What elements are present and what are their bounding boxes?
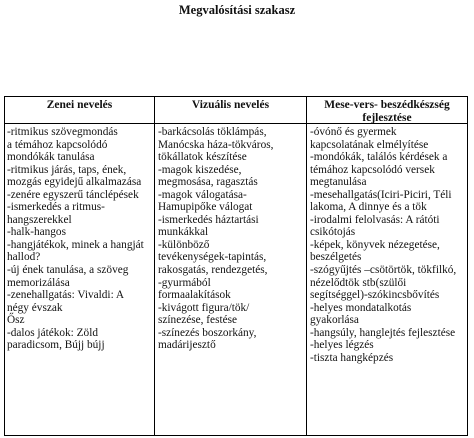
cell-line: -halk-hangos xyxy=(7,226,66,239)
cell-line: nézelődtök stb(szülői xyxy=(310,276,407,289)
page-title: Megvalósítási szakasz xyxy=(178,3,296,17)
cell-line: segítséggel)-szókincsbővítés xyxy=(310,289,440,302)
cell-line: -irodalmi felolvasás: A rátóti xyxy=(310,213,440,226)
cell-line: tökállatok készítése xyxy=(158,151,247,164)
cell-line: tevékenységek-tapintás, xyxy=(158,251,267,264)
cell-line: -kivágott figura/tök/ xyxy=(158,301,250,314)
cell-line: -ritmikus járás, taps, ének, xyxy=(7,163,127,176)
cell-line: megmosása, ragasztás xyxy=(158,176,258,189)
cell-line: megtanulása xyxy=(310,176,367,189)
cell-line: hallod? xyxy=(7,251,41,264)
cell-line: -ismerkedés a ritmus- xyxy=(7,201,105,214)
cell-line: lakoma, A dinnye és a tök xyxy=(310,201,427,214)
cell-line: mondókák tanulása xyxy=(7,151,95,164)
cell-line: beszélgetés xyxy=(310,251,362,264)
cell-line: -ritmikus szövegmondás xyxy=(7,126,118,138)
cell-line: -hangjátékok, minek a hangját xyxy=(7,238,144,251)
cell-line: formaalakítások xyxy=(158,289,231,302)
cell-line: paradicsom, Bújj bújj xyxy=(7,339,105,352)
cell-line: négy évszak xyxy=(7,301,63,314)
cell-line: -óvónő és gyermek xyxy=(310,126,397,138)
header-mese-vers: Mese-vers- beszédkészség fejlesztése xyxy=(324,99,450,124)
cell-line: -mesehallgatás(Iciri-Piciri, Téli xyxy=(310,188,452,201)
cell-line: hangszerekkel xyxy=(7,213,72,226)
cell-line: mozgás egyidejű alkalmazása xyxy=(7,176,142,189)
cell-line: memorizálása xyxy=(7,276,70,289)
cell-line: gyakorlása xyxy=(310,314,359,327)
cell-line: madárijesztő xyxy=(158,339,216,352)
cell-line: -szógyűjtés –csötörtök, tökfilkó, xyxy=(310,264,457,277)
cell-line: -magok kiszedése, xyxy=(158,163,242,176)
cell-line: rakosgatás, rendezgetés, xyxy=(158,264,268,277)
column-zenei-neveles xyxy=(5,124,154,352)
cell-line: témához kapcsolódó versek xyxy=(310,163,435,176)
cell-line: Manócska háza-tökváros, xyxy=(158,138,274,151)
cell-line: színezése, festése xyxy=(158,314,238,327)
cell-line: munkákkal xyxy=(158,226,209,239)
cell-line: -új ének tanulása, a szöveg xyxy=(7,264,129,277)
cell-line: -barkácsolás töklámpás, xyxy=(158,126,267,138)
cell-line: -magok válogatása- xyxy=(158,188,247,201)
cell-line: -dalos játékok: Zöld xyxy=(7,326,98,339)
cell-line: kapcsolatának elmélyítése xyxy=(310,138,429,151)
cell-line: -helyes légzés xyxy=(310,339,374,352)
cell-line: -gyurmából xyxy=(158,276,211,289)
cell-line: -mondókák, találós kérdések a xyxy=(310,151,448,164)
cell-line: -helyes mondatalkotás xyxy=(310,301,412,314)
cell-line: a témához kapcsolódó xyxy=(7,138,108,151)
cell-line: -színezés boszorkány, xyxy=(158,326,257,339)
cell-line: -zenehallgatás: Vivaldi: A xyxy=(7,289,125,302)
cell-line: -zenére egyszerű tánclépések xyxy=(7,188,139,201)
cell-line: -tiszta hangképzés xyxy=(310,351,394,364)
cell-line: -képek, könyvek nézegetése, xyxy=(310,238,440,251)
cell-line: -különböző xyxy=(158,238,210,251)
header-zenei-neveles: Zenei nevelés xyxy=(46,99,113,111)
cell-line: csikótojás xyxy=(310,226,356,239)
column-mese-vers xyxy=(307,124,467,364)
cell-line: Ősz xyxy=(7,314,25,327)
activity-table xyxy=(4,96,468,436)
cell-line: -hangsúly, hanglejtés fejlesztése xyxy=(310,326,456,339)
cell-line: -ismerkedés háztartási xyxy=(158,213,259,226)
cell-line: Hamupipőke válogat xyxy=(158,201,253,214)
column-vizualis-neveles xyxy=(155,124,306,352)
header-vizualis-neveles: Vizuális nevelés xyxy=(191,99,270,111)
